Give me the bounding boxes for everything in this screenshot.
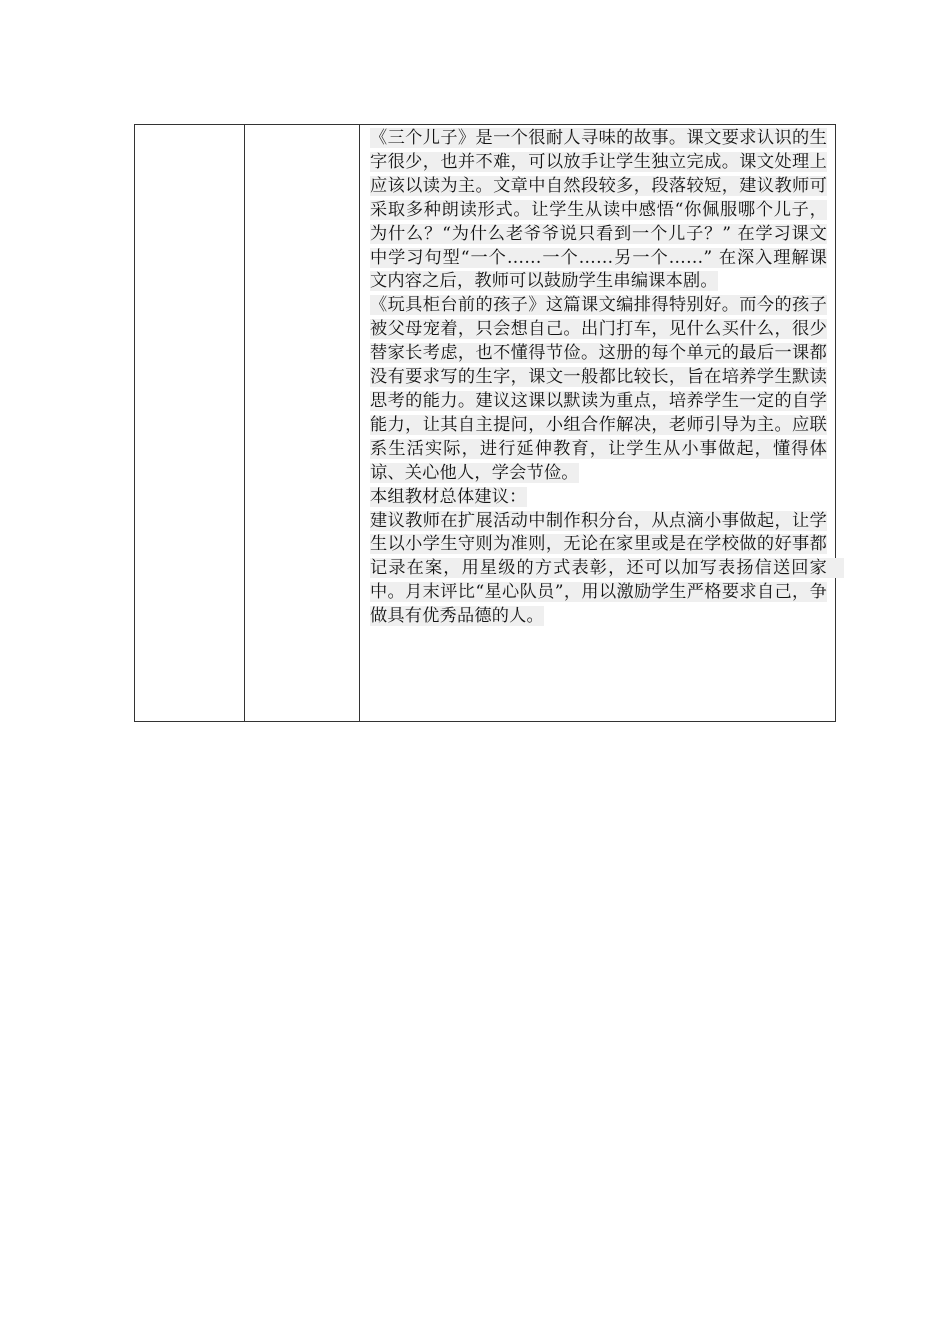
empty-cell-second [245,125,360,722]
paragraph-overall-suggestion [370,510,845,630]
paragraph-overall-heading-text: 本组教材总体建议： [370,486,527,507]
paragraph-three-sons-text: 《三个儿子》是一个很耐人寻味的故事。课文要求认识的生字很少，也并不难，可以放手让学生独立完成。课文处理上应该以读为主。文章中自然段较多，段落较短，建议教师可采取多种朗读形式。让学生从读中感悟“你佩服哪个儿子，为什么？“为什么老爷爷说只看到一个儿子？” 在学习课文中学习句型“一个……一个……另一个……” 在深入理解课文内容之后，教师可以鼓励学生串编课本剧。 [370,128,827,292]
paragraph-three-sons [370,127,827,294]
paragraph-toy-counter [370,294,827,485]
paragraph-overall-suggestion-text: 建议教师在扩展活动中制作积分台，从点滴小事做起，让学生以小学生守则为准则，无论在家里或是在学校做的好事都记录在案，用星级的方式表彰，还可以加写表扬信送回家 中。月末评比“星心队员”，用以激励学生严格要求自己，争做具有优秀品德的人。 [370,510,845,627]
paragraph-toy-counter-text: 《玩具柜台前的孩子》这篇课文编排得特别好。而今的孩子被父母宠着，只会想自己。出门打车，见什么买什么，很少替家长考虑，也不懂得节俭。这册的每个单元的最后一课都没有要求写的生字，课文一般都比较长，旨在培养学生默读思考的能力。建议这课以默读为重点，培养学生一定的自学能力，让其自主提问，小组合作解决，老师引导为主。应联系生活实际，进行延伸教育，让学生从小事做起，懂得体谅、关心他人，学会节俭。 [370,295,827,483]
empty-cell-first [135,125,245,722]
content-cell [360,125,845,722]
paragraph-overall-heading [370,486,827,510]
table-row [135,125,836,722]
document-table [134,124,845,722]
